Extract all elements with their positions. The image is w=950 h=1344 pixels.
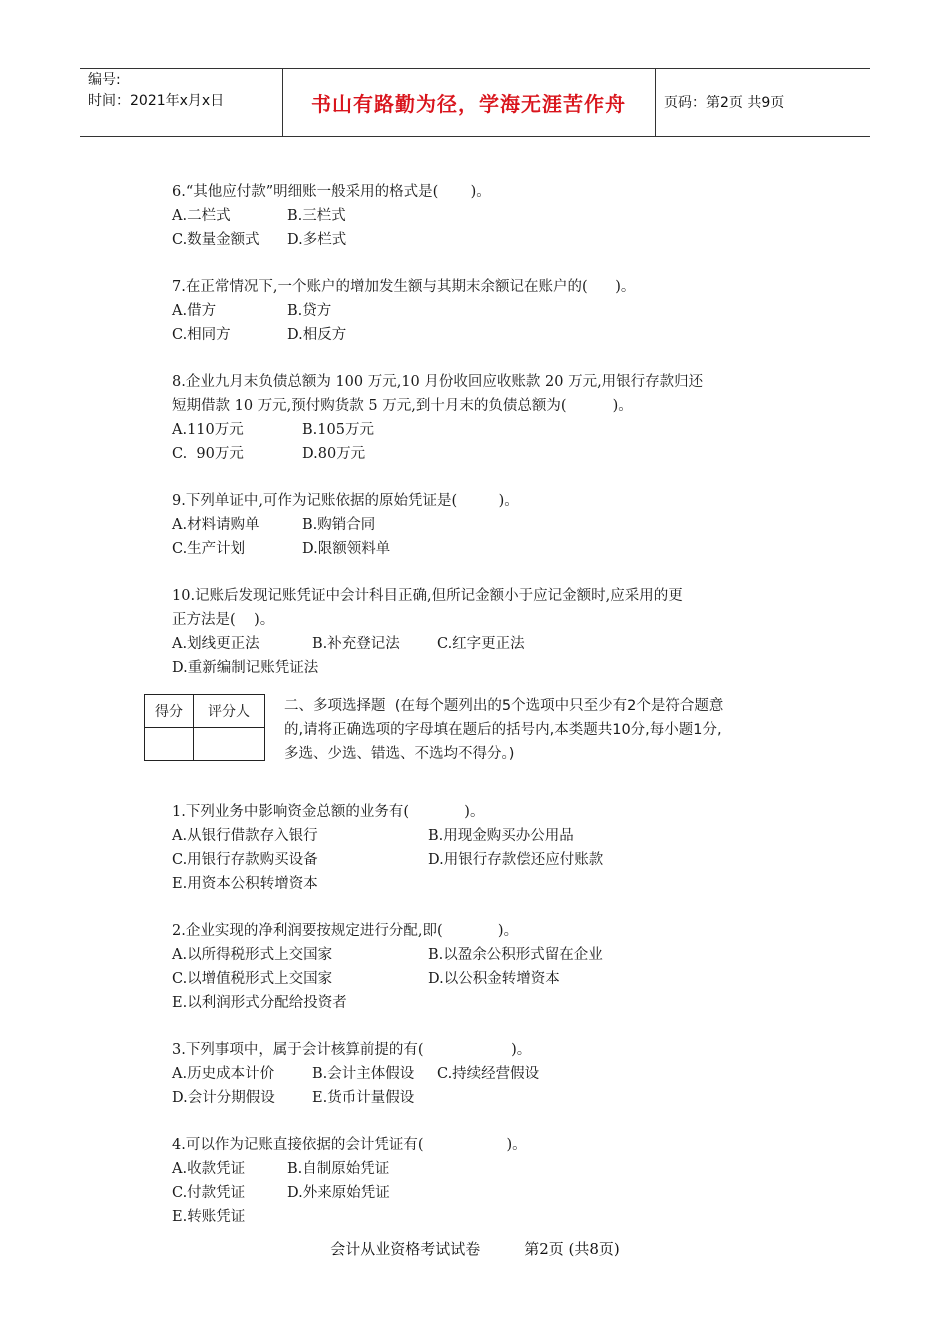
option-row xyxy=(172,943,802,967)
option: D.相反方 xyxy=(287,327,347,343)
option-row xyxy=(172,991,802,1015)
option-row xyxy=(172,418,802,442)
option: B.以盈余公积形式留在企业 xyxy=(428,947,603,963)
question-text: 正方法是( )。 xyxy=(172,612,275,628)
option: C.用银行存款购买设备 xyxy=(172,852,318,868)
option-row xyxy=(172,1181,802,1205)
option: A.110万元 xyxy=(172,422,244,438)
question-text: 4.可以作为记账直接依据的会计凭证有( )。 xyxy=(172,1137,527,1153)
option: C.红字更正法 xyxy=(437,636,525,652)
option: B.用现金购买办公用品 xyxy=(428,828,574,844)
question-text: 2.企业实现的净利润要按规定进行分配,即( )。 xyxy=(172,923,519,939)
document-time-label: 时间：2021年x月x日 xyxy=(88,93,225,109)
option-row xyxy=(172,1086,802,1110)
option-row xyxy=(172,442,802,466)
option-row xyxy=(172,824,802,848)
option-row xyxy=(172,848,802,872)
option-row xyxy=(172,513,802,537)
page-footer xyxy=(0,1238,950,1259)
option: D.会计分期假设 xyxy=(172,1090,275,1106)
single-choice-question xyxy=(172,180,802,252)
option: E.转账凭证 xyxy=(172,1209,246,1225)
multiple-choice-question xyxy=(172,800,802,896)
option-row xyxy=(172,537,802,561)
grader-cell xyxy=(194,728,265,761)
option: C. 90万元 xyxy=(172,446,244,462)
option: C.数量金额式 xyxy=(172,232,260,248)
option: B.补充登记法 xyxy=(312,636,400,652)
single-choice-question xyxy=(172,370,802,466)
option-row xyxy=(172,204,802,228)
multiple-choice-question xyxy=(172,1038,802,1110)
grader-label: 评分人 xyxy=(194,695,265,728)
option: B.贷方 xyxy=(287,303,332,319)
option: D.80万元 xyxy=(302,446,366,462)
question-text: 短期借款 10 万元,预付购货款 5 万元,到十月末的负债总额为( )。 xyxy=(172,398,633,414)
score-box xyxy=(144,694,265,761)
option: A.借方 xyxy=(172,303,217,319)
single-choice-question xyxy=(172,489,802,561)
exam-name: 会计从业资格考试试卷 xyxy=(330,1240,481,1258)
question-text: 6.“其他应付款”明细账一般采用的格式是( )。 xyxy=(172,184,491,200)
option: E.以利润形式分配给投资者 xyxy=(172,995,347,1011)
footer-page-info: 第2页 (共8页) xyxy=(524,1240,620,1258)
option-row xyxy=(172,656,802,680)
header-bottom-rule xyxy=(80,136,870,137)
option: D.重新编制记账凭证法 xyxy=(172,660,319,676)
score-cell xyxy=(145,728,194,761)
option-row xyxy=(172,872,802,896)
option: D.用银行存款偿还应付账款 xyxy=(428,852,604,868)
header-motto: 书山有路勤为径，学海无涯苦作舟 xyxy=(311,91,626,116)
option-row xyxy=(172,1157,802,1181)
option: A.材料请购单 xyxy=(172,517,260,533)
header-page-label: 页码：第2页 共9页 xyxy=(664,95,785,111)
option: D.限额领料单 xyxy=(302,541,391,557)
option: C.以增值税形式上交国家 xyxy=(172,971,333,987)
option-row xyxy=(172,323,802,347)
option: A.收款凭证 xyxy=(172,1161,246,1177)
option: A.以所得税形式上交国家 xyxy=(172,947,333,963)
header-divider xyxy=(655,68,656,136)
option: A.二栏式 xyxy=(172,208,231,224)
question-text: 3.下列事项中，属于会计核算前提的有( )。 xyxy=(172,1042,532,1058)
option: D.多栏式 xyxy=(287,232,347,248)
option: B.三栏式 xyxy=(287,208,346,224)
single-choice-question xyxy=(172,275,802,347)
multiple-choice-question xyxy=(172,919,802,1015)
section-line: 的,请将正确选项的字母填在题后的括号内,本类题共10分,每小题1分, xyxy=(284,722,722,738)
exam-content xyxy=(155,180,802,1252)
question-text: 1.下列业务中影响资金总额的业务有( )。 xyxy=(172,804,485,820)
question-text: 7.在正常情况下,一个账户的增加发生额与其期末余额记在账户的( )。 xyxy=(172,279,636,295)
option: D.外来原始凭证 xyxy=(287,1185,390,1201)
single-choice-question xyxy=(172,584,802,680)
option-row xyxy=(172,299,802,323)
document-number-label: 编号: xyxy=(88,72,121,88)
option: C.持续经营假设 xyxy=(437,1066,540,1082)
option: A.历史成本计价 xyxy=(172,1066,275,1082)
option: D.以公积金转增资本 xyxy=(428,971,560,987)
option: C.相同方 xyxy=(172,327,231,343)
header-meta xyxy=(88,70,224,112)
section-header xyxy=(144,694,802,794)
option: B.自制原始凭证 xyxy=(287,1161,390,1177)
option: A.划线更正法 xyxy=(172,636,260,652)
option: C.付款凭证 xyxy=(172,1185,246,1201)
option: A.从银行借款存入银行 xyxy=(172,828,318,844)
option: C.生产计划 xyxy=(172,541,246,557)
multiple-choice-question xyxy=(172,1133,802,1229)
question-text: 9.下列单证中,可作为记账依据的原始凭证是( )。 xyxy=(172,493,519,509)
option: B.购销合同 xyxy=(302,517,376,533)
section-line: 多选、少选、错选、不选均不得分。) xyxy=(284,746,515,762)
option: B.105万元 xyxy=(302,422,374,438)
option-row xyxy=(172,632,802,656)
option-row xyxy=(172,967,802,991)
section-instructions xyxy=(284,694,804,766)
question-text: 10.记账后发现记账凭证中会计科目正确,但所记金额小于应记金额时,应采用的更 xyxy=(172,588,683,604)
option: B.会计主体假设 xyxy=(312,1066,415,1082)
option-row xyxy=(172,228,802,252)
score-label: 得分 xyxy=(145,695,194,728)
option: E.货币计量假设 xyxy=(312,1090,415,1106)
option: E.用资本公积转增资本 xyxy=(172,876,318,892)
question-text: 8.企业九月末负债总额为 100 万元,10 月份收回应收账款 20 万元,用银行存款归还 xyxy=(172,374,704,390)
section-line: 二、多项选择题 (在每个题列出的5个选项中只至少有2个是符合题意 xyxy=(284,698,724,714)
option-row xyxy=(172,1062,802,1086)
option-row xyxy=(172,1205,802,1229)
